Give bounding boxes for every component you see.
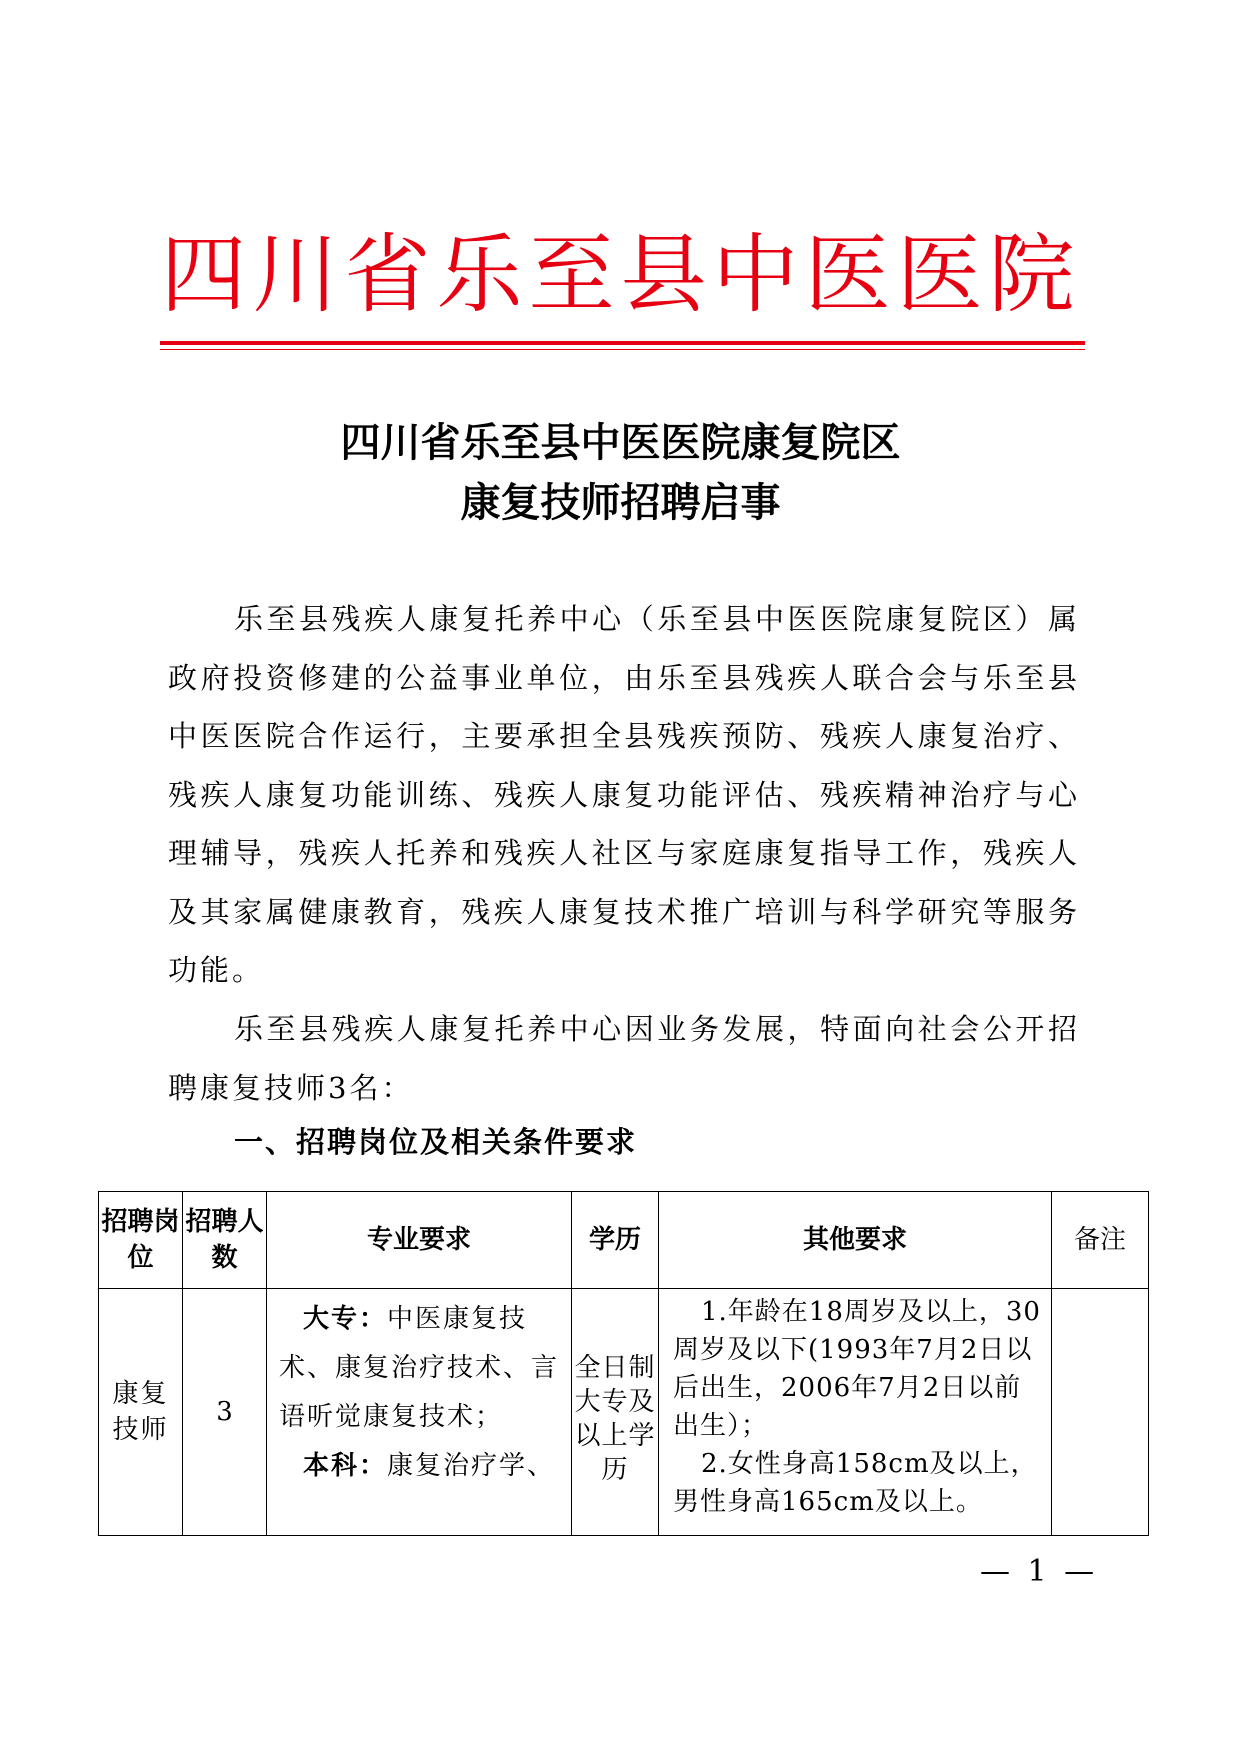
page-number: — 1 — — [980, 1554, 1099, 1589]
other-requirement-age: 1.年龄在18周岁及以上，30周岁及以下(1993年7月2日以后出生，2006年7月2日以前出生）； — [673, 1297, 1041, 1441]
document-title-line2: 康复技师招聘启事 — [460, 480, 781, 526]
header-other: 其他要求 — [659, 1192, 1052, 1289]
cell-post: 康复技师 — [99, 1289, 183, 1536]
table-row — [99, 1289, 1149, 1536]
masthead-divider-thin — [160, 349, 1085, 350]
major-college-text: 中医康复技术、康复治疗技术、言语听觉康复技术； — [279, 1304, 560, 1432]
header-major: 专业要求 — [267, 1192, 572, 1289]
major-bachelor-text: 康复治疗学、 — [387, 1451, 556, 1481]
header-education: 学历 — [572, 1192, 659, 1289]
header-note: 备注 — [1052, 1192, 1149, 1289]
recruitment-paragraph: 乐至县残疾人康复托养中心因业务发展，特面向社会公开招聘康复技师3名： — [168, 1012, 1080, 1105]
masthead-title: 四川省乐至县中医医院 — [160, 225, 1081, 325]
section-heading: 一、招聘岗位及相关条件要求 — [234, 1125, 638, 1159]
requirements-table — [98, 1191, 1149, 1536]
major-college-label: 大专： — [303, 1304, 388, 1334]
header-count: 招聘人数 — [183, 1192, 267, 1289]
other-requirement-height: 2.女性身高158cm及以上，男性身高165cm及以上。 — [673, 1449, 1038, 1517]
document-title-line1: 四川省乐至县中医医院康复院区 — [340, 420, 901, 466]
cell-note — [1052, 1289, 1149, 1536]
masthead-divider — [160, 341, 1085, 345]
intro-paragraph: 乐至县残疾人康复托养中心（乐至县中医医院康复院区）属政府投资修建的公益事业单位，由乐至县残疾人联合会与乐至县中医医院合作运行，主要承担全县残疾预防、残疾人康复治疗、残疾人康复功能训练、残疾人康复功能评估、残疾精神治疗与心理辅导，残疾人托养和残疾人社区与家庭康复指导工作，残疾人及其家属健康教育，残疾人康复技术推广培训与科学研究等服务功能。 — [168, 602, 1080, 987]
header-post: 招聘岗位 — [99, 1192, 183, 1289]
cell-major — [267, 1289, 572, 1536]
major-bachelor-label: 本科： — [303, 1451, 388, 1481]
table-header-row — [99, 1192, 1149, 1289]
cell-other — [659, 1289, 1052, 1536]
cell-education: 全日制大专及以上学历 — [572, 1289, 659, 1536]
cell-count: 3 — [183, 1289, 267, 1536]
